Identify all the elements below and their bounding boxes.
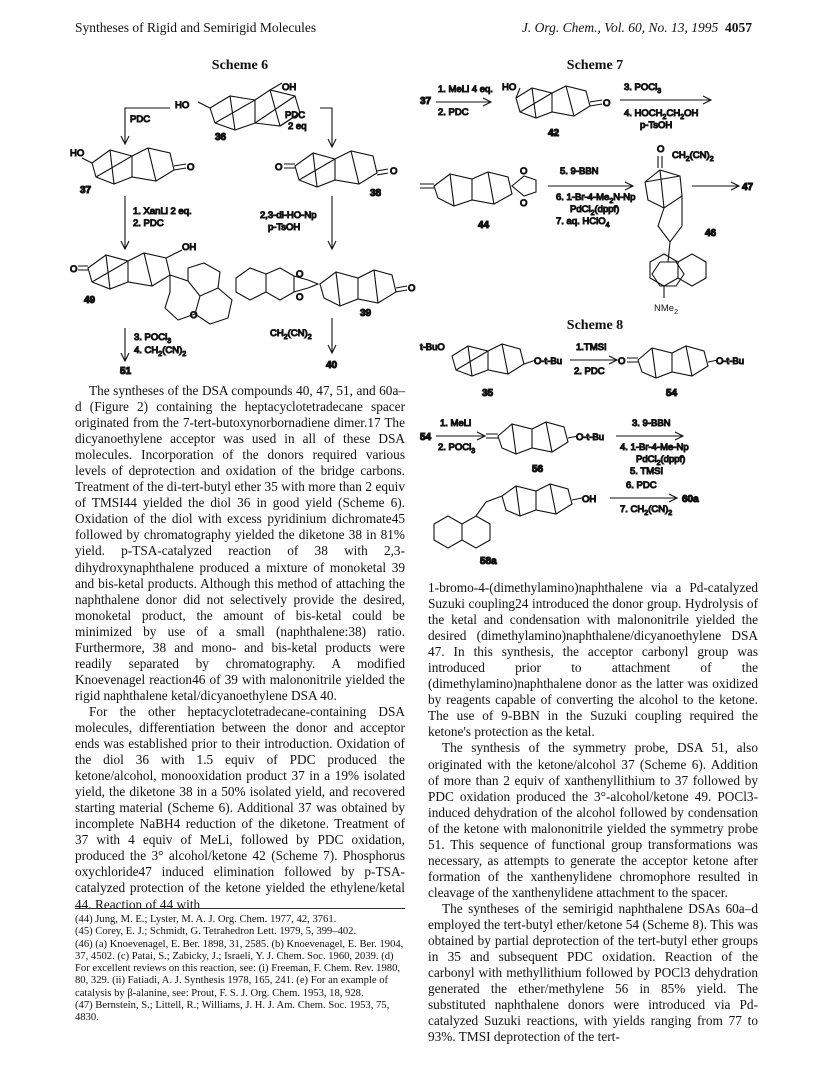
step-dihydroxynaphthalene: 2,3-di-HO-Np — [260, 210, 317, 221]
otbu-label-54: O-t-Bu — [716, 356, 744, 367]
molecule-44 — [420, 172, 536, 206]
compound-37-label: 37 — [420, 96, 432, 107]
pdc-left: PDC — [130, 114, 151, 125]
footnote: (47) Bernstein, S.; Littell, R.; Williams, J. H. J. Am. Chem. Soc. 1953, 75, 4830. — [75, 1000, 390, 1024]
step-ptsoh: p-TsOH — [268, 222, 301, 233]
otbu-label-35: O-t-Bu — [534, 356, 562, 367]
ho-label-37: HO — [70, 148, 85, 159]
compound-54-label: 54 — [666, 388, 678, 399]
o-label-39a: O — [296, 269, 304, 280]
oh-label-49: OH — [182, 242, 197, 253]
step-xanli: 1. XanLi 2 eq. — [133, 206, 192, 217]
molecule-35 — [452, 344, 536, 376]
o-label-38l: O — [275, 162, 283, 173]
compound-56-label: 56 — [532, 464, 544, 475]
svg-text:NMe2: NMe$_2$ — [654, 303, 678, 316]
compound-49-label: 49 — [84, 295, 96, 306]
page-number: 4057 — [725, 20, 752, 35]
tbuo-label: t-BuO — [420, 342, 445, 353]
step-tmsi: 1.TMSI — [576, 342, 607, 353]
o-label-39c: O — [408, 283, 416, 294]
step-hclo4: 7. aq. HClO$_4$ — [556, 216, 610, 229]
compound-51-label: 51 — [120, 366, 132, 377]
step-pocl3: 3. POCl$_3$ — [624, 82, 662, 95]
nme2-label — [654, 300, 714, 316]
compound-44-label: 44 — [478, 220, 490, 231]
compound-54-start-label: 54 — [420, 432, 432, 443]
molecule-49 — [78, 250, 232, 324]
step-ptsoh: p-TsOH — [640, 120, 673, 131]
step-pdc: 2. PDC — [133, 218, 164, 229]
o-label-38r: O — [390, 166, 398, 177]
step-malononitrile: 4. $CH_2(CN)_2$ — [134, 345, 187, 358]
compound-60a-label: 60a — [682, 494, 699, 505]
step-bromo-methylnaphthalene: 4. 1-Br-4-Me-Np — [620, 442, 689, 453]
compound-36-label: 36 — [215, 132, 227, 143]
right-column-text — [428, 580, 758, 1045]
step-tmsi: 5. TMSI — [630, 466, 664, 477]
compound-38-label: 38 — [370, 188, 382, 199]
ho-label-36: HO — [175, 100, 190, 111]
molecule-37 — [82, 148, 186, 184]
step-pd-catalyst: PdCl$_2$(dppf) — [570, 204, 620, 217]
o-label-44a: O — [520, 166, 528, 177]
o-label-54: O — [618, 356, 626, 367]
step-pd-catalyst: PdCl$_2$(dppf) — [636, 454, 686, 467]
step-meli: 1. MeLi 4 eq. — [438, 84, 493, 95]
o-label-37: O — [187, 162, 195, 173]
footnotes — [75, 908, 405, 1025]
paragraph: The syntheses of the semirigid naphthalene DSAs 60a–d employed the tert-butyl ether/ketone 54 (Scheme 8). This was obtained by partial deprotection of the tert-butyl ether groups in 35 and subsequent PDC oxidation. Reaction of the carbonyl with methyllithium followed by POCl3 dehydration generated the ether/methylene 56 in 85% yield. The substituted naphthalene donors were introduced via Pd-catalyzed Suzuki reactions, with yields ranging from 77 to 93%. TMSI deprotection of the tert- — [428, 900, 758, 1045]
compound-39-label: 39 — [360, 308, 372, 319]
paragraph: The synthesis of the symmetry probe, DSA 51, also originated with the ketone/alcohol 37 (Scheme 6). Addition of more than 2 equiv of xanthenyllithium to 37 followed by PDC oxidation produced the 3°-alcohol/ketone 49. POCl3-induced dehydration of the alcohol followed by condensation of the ketone with malononitrile yielded the symmetry probe 51. This sequence of functional group transformations was necessary, as attempts to generate the acceptor ketone after formation of the xanthenylidene chromophore resulted in cleavage of the xanthenylidene attachment to the spacer. — [428, 740, 758, 900]
step-pocl3: 2. POCl$_3$ — [438, 442, 476, 455]
pdc-right: PDC — [285, 110, 306, 121]
paragraph: The syntheses of the DSA compounds 40, 47, 51, and 60a–d (Figure 2) containing the heptacyclotetradecane spacer originated from the 7-tert-butoxynorbornadiene dimer.17 The dicyanoethylene acceptor was used in all of these DSA molecules. Incorporation of the donors required various levels of deprotection and oxidation of the bridge carbons. Treatment of the di-tert-butyl ether 35 with more than 2 equiv of TMSI44 yielded the diol 36 in good yield (Scheme 6). Oxidation of the diol with excess pyridinium dichromate45 followed by chromatography yielded the diketone 38 in 81% yield. p-TSA-catalyzed reaction of 38 with 2,3-dihydroxynaphthalene produced a mixture of monoketal 39 and bis-ketal products. Although this method of attaching the naphthalene donor did not selectively provide the desired, monoketal product, the amount of bis-ketal could be minimized by use of a small (naphthalene:38) ratio. Furthermore, 38 and mono- and bis-ketal products were readily separated by chromatography. A modified Knoevenagel reaction46 of 39 with malononitrile yielded the rigid naphthalene ketal/dicyanoethylene DSA 40. — [75, 383, 405, 703]
step-9bbn: 5. 9-BBN — [560, 166, 599, 177]
scheme8-title: Scheme 8 — [566, 318, 624, 333]
o-label-44b: O — [520, 198, 528, 209]
compound-58a-label: 58a — [480, 556, 497, 567]
molecule-38 — [284, 151, 388, 187]
malononitrile-reagent: $CH_2(CN)_2$ — [270, 328, 312, 341]
step-bromo-naphthalene: 6. $1-Br-4-Me_2N-Np$ — [556, 192, 636, 205]
scheme7-title: Scheme 7 — [566, 58, 624, 73]
running-header: Syntheses of Rigid and Semirigid Molecules — [75, 20, 317, 35]
paragraph: 1-bromo-4-(dimethylamino)naphthalene via a Pd-catalyzed Suzuki coupling24 introduced the donor group. Hydrolysis of the ketal and condensation with malononitrile yielded the desired (dimethylamino)naphthalene/dicyanoethylene DSA 47. In this synthesis, the acceptor carbonyl group was introduced prior to attachment of the (dimethylamino)naphthalene donor as the latter was oxidized by reagents capable of converting the alcohol to the ketone. The use of 9-BBN in the Suzuki coupling required the ketone's protection as the ketal. — [428, 580, 758, 740]
compound-42-label: 42 — [548, 128, 560, 139]
step-malononitrile: 7. $CH_2(CN)_2$ — [620, 504, 673, 517]
molecule-56 — [486, 422, 578, 454]
arrow-36-to-38 — [320, 108, 332, 146]
molecule-54 — [627, 346, 718, 378]
step-pdc: 2. PDC — [438, 107, 469, 118]
o-label-39b: O — [296, 292, 304, 303]
footnote: (44) Jung, M. E.; Lyster, M. A. J. Org. Chem. 1977, 42, 3761. — [75, 914, 337, 925]
otbu-label-56: O-t-Bu — [576, 432, 604, 443]
ho-label-42: HO — [502, 82, 517, 93]
compound-47-label: 47 — [742, 182, 754, 193]
footnote: (46) (a) Knoevenagel, E. Ber. 1898, 31, 2585. (b) Knoevenagel, E. Ber. 1904, 37, 4502. (c) Patai, S.; Zabicky, J.; Israeli, Y. J. Chem. Soc. 1960, 2039. (d) For excellent reviews on this reaction, see: (i) Freeman, F. Chem. Rev. 1980, 80, 329. (ii) Fatiadi, A. J. Synthesis 1978, 165, 241. (e) For an example of catalysis by β-alanine, see: Prout, F. S. J. Org. Chem. 1953, 18, 928. — [75, 938, 404, 999]
paragraph: For the other heptacyclotetradecane-containing DSA molecules, differentiation between the donor and acceptor ends was established prior to their introduction. Oxidation of the diol 36 with 1.5 equiv of PDC produced the ketone/alcohol, monooxidation product 37 in a 19% isolated yield, the diketone 38 in a 50% isolated yield, and recovered starting material (Scheme 6). Additional 37 was obtained by incomplete NaBH4 reduction of the diketone. Treatment of 37 with 4 equiv of MeLi, followed by PDC oxidation, produced the 3° alcohol/ketone 42 (Scheme 7). Phosphorus oxychloride47 induced elimination followed by p-TSA-catalyzed protection of the ketone yielded the ethylene/ketal 44. Reaction of 44 with — [75, 703, 405, 912]
step-pdc: 2. PDC — [574, 366, 605, 377]
molecule-39 — [236, 268, 407, 306]
scheme6-figure — [70, 78, 415, 378]
left-column-text — [75, 383, 405, 913]
molecule-42 — [516, 86, 602, 118]
compound-46-label: 46 — [705, 228, 717, 239]
molecule-58a — [434, 484, 582, 548]
oh-label-36: OH — [282, 82, 297, 93]
compound-35-label: 35 — [482, 388, 494, 399]
step-pocl3: 3. POCl$_3$ — [134, 332, 172, 345]
malononitrile-reagent: $CH_2(CN)_2$ — [672, 150, 714, 163]
footnote: (45) Corey, E. J.; Schmidt, G. Tetrahedron Lett. 1979, 5, 399–402. — [75, 926, 357, 938]
step-9bbn: 3. 9-BBN — [632, 418, 671, 429]
journal-citation — [522, 20, 752, 36]
pdc-right-eq: 2 eq — [288, 121, 307, 132]
ox-label-49: O — [190, 310, 198, 321]
scheme6-title: Scheme 6 — [211, 58, 269, 73]
scheme8-figure — [420, 336, 765, 576]
o-label-42: O — [603, 98, 611, 109]
o-label-46: O — [657, 144, 665, 155]
oh-label-58a: OH — [582, 494, 597, 505]
step-ethylene-glycol: 4. $HOCH_2CH_2OH$ — [624, 108, 699, 121]
journal-name: J. Org. Chem., Vol. 60, No. 13, 1995 — [521, 20, 719, 35]
compound-40-label: 40 — [326, 360, 338, 371]
step-meli: 1. MeLi — [440, 418, 472, 429]
step-pdc: 6. PDC — [626, 480, 657, 491]
compound-37-label: 37 — [80, 185, 92, 196]
o-label-49: O — [70, 264, 78, 275]
